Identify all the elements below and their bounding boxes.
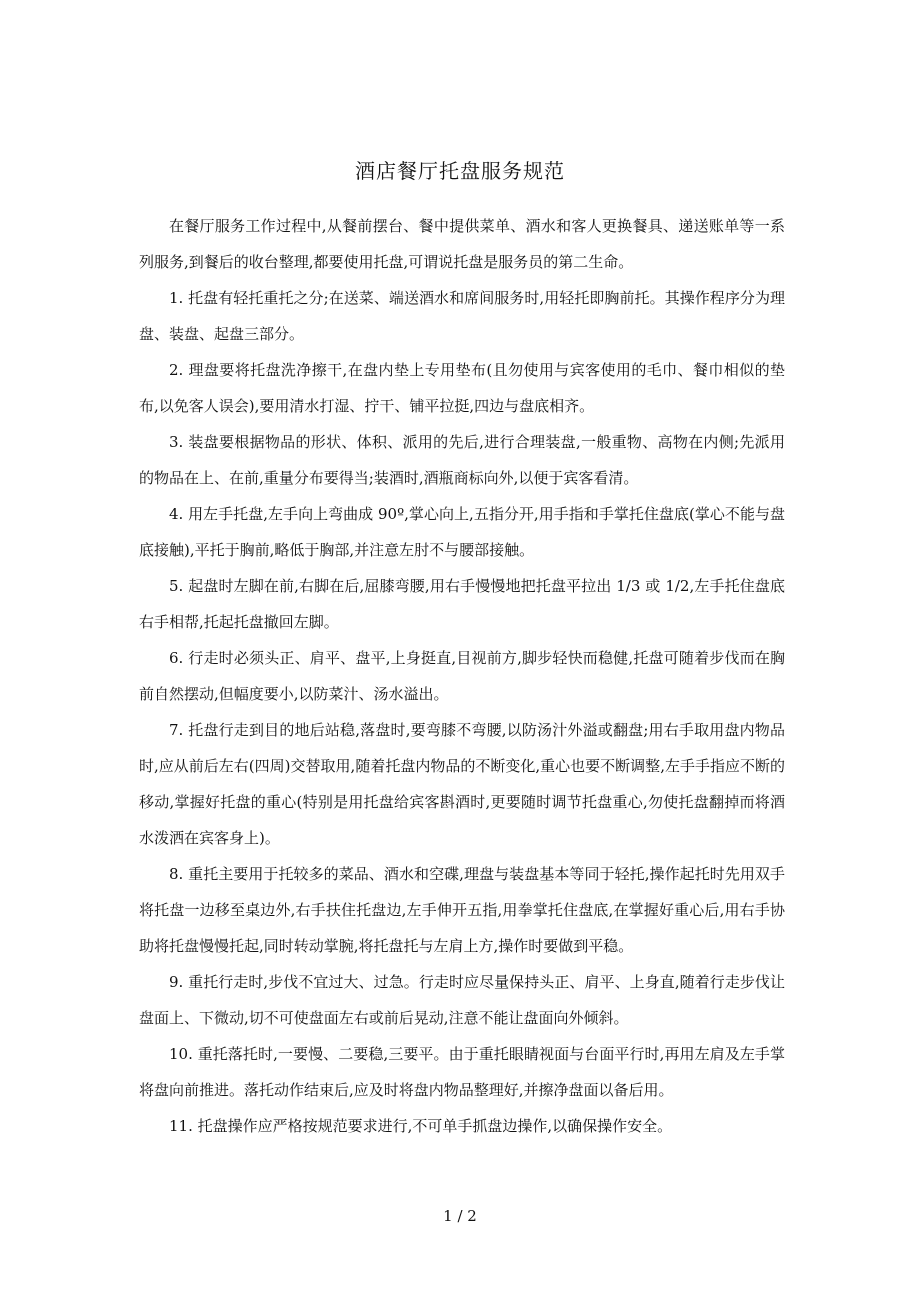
document-body [139,208,785,1144]
rule-item-1: 1. 托盘有轻托重托之分;在送菜、端送酒水和席间服务时,用轻托即胸前托。其操作程序分为理盘、装盘、起盘三部分。 [139,289,785,343]
rule-item-7: 7. 托盘行走到目的地后站稳,落盘时,要弯膝不弯腰,以防汤汁外溢或翻盘;用右手取用盘内物品时,应从前后左右(四周)交替取用,随着托盘内物品的不断变化,重心也要不断调整,左手手指应不断的移动,掌握好托盘的重心(特别是用托盘给宾客斟酒时,更要随时调节托盘重心,勿使托盘翻掉而将酒水泼洒在宾客身上)。 [139,721,785,847]
rule-item-8: 8. 重托主要用于托较多的菜品、酒水和空碟,理盘与装盘基本等同于轻托,操作起托时先用双手将托盘一边移至桌边外,右手扶住托盘边,左手伸开五指,用拳掌托住盘底,在掌握好重心后,用右手协助将托盘慢慢托起,同时转动掌腕,将托盘托与左肩上方,操作时要做到平稳。 [139,865,785,955]
rule-item-2: 2. 理盘要将托盘洗净擦干,在盘内垫上专用垫布(且勿使用与宾客使用的毛巾、餐巾相似的垫布,以免客人误会),要用清水打湿、拧干、铺平拉挺,四边与盘底相齐。 [139,361,785,415]
rule-item-9: 9. 重托行走时,步伐不宜过大、过急。行走时应尽量保持头正、肩平、上身直,随着行走步伐让盘面上、下微动,切不可使盘面左右或前后晃动,注意不能让盘面向外倾斜。 [139,973,785,1027]
document-title: 酒店餐厅托盘服务规范 [355,159,565,183]
rule-item-11: 11. 托盘操作应严格按规范要求进行,不可单手抓盘边操作,以确保操作安全。 [169,1117,673,1135]
rule-item-4: 4. 用左手托盘,左手向上弯曲成 90º,掌心向上,五指分开,用手指和手掌托住盘底(掌心不能与盘底接触),平托于胸前,略低于胸部,并注意左肘不与腰部接触。 [139,505,785,559]
page-number: 1 / 2 [443,1207,477,1225]
intro-paragraph: 在餐厅服务工作过程中,从餐前摆台、餐中提供菜单、酒水和客人更换餐具、递送账单等一系列服务,到餐后的收台整理,都要使用托盘,可谓说托盘是服务员的第二生命。 [139,217,785,271]
rule-item-10: 10. 重托落托时,一要慢、二要稳,三要平。由于重托眼睛视面与台面平行时,再用左肩及左手掌将盘向前推进。落托动作结束后,应及时将盘内物品整理好,并擦净盘面以备后用。 [139,1045,785,1099]
rule-item-5: 5. 起盘时左脚在前,右脚在后,屈膝弯腰,用右手慢慢地把托盘平拉出 1/3 或 1/2,左手托住盘底右手相帮,托起托盘撤回左脚。 [139,577,785,631]
rule-item-3: 3. 装盘要根据物品的形状、体积、派用的先后,进行合理装盘,一般重物、高物在内侧;先派用的物品在上、在前,重量分布要得当;装酒时,酒瓶商标向外,以便于宾客看清。 [139,433,785,487]
rule-item-6: 6. 行走时必须头正、肩平、盘平,上身挺直,目视前方,脚步轻快而稳健,托盘可随着步伐而在胸前自然摆动,但幅度要小,以防菜汁、汤水溢出。 [139,649,785,703]
